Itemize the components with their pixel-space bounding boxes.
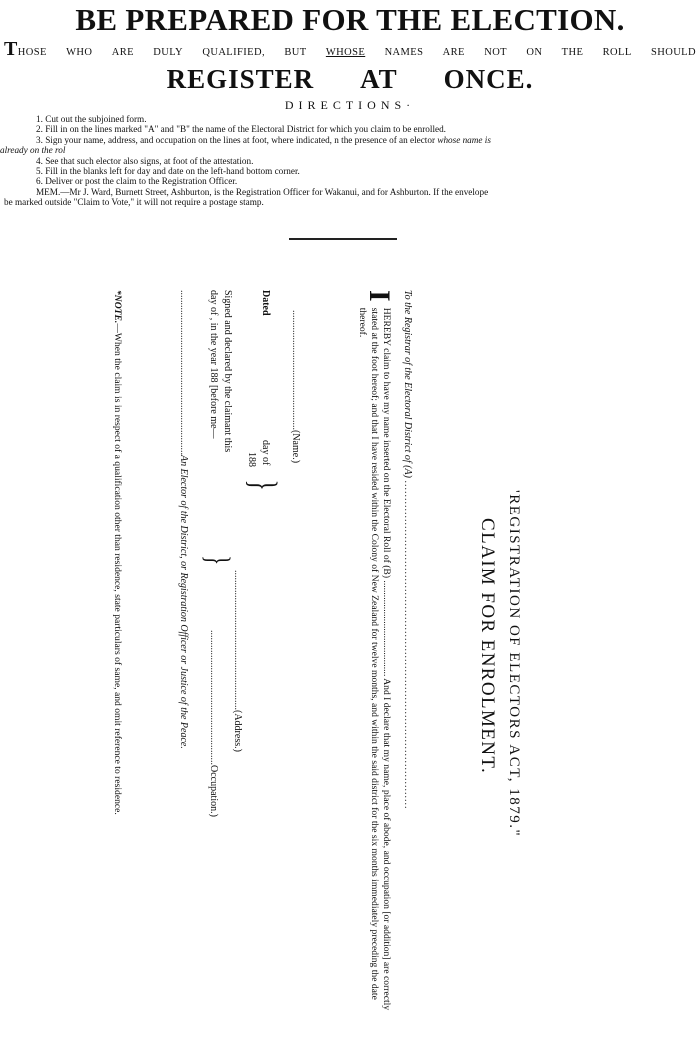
address-line: ........................................................(Address.)	[232, 570, 243, 752]
subheading-word: THE	[561, 47, 584, 58]
register-word: ONCE.	[443, 64, 534, 94]
subheading-word: ARE	[111, 47, 134, 58]
subheading-qualified-electors	[4, 38, 696, 60]
subheading-word: ROLL	[602, 47, 632, 58]
claim-form-rotated	[100, 290, 520, 1030]
register-at-once-heading	[0, 64, 700, 95]
claim-form	[100, 290, 520, 1030]
direction-item-continued: already on the rol	[0, 145, 66, 156]
day-year-line: day of , in the year 188 [before me—	[208, 290, 219, 439]
register-word: AT	[360, 64, 398, 94]
divider-rule	[289, 238, 397, 240]
name-line: ................................................(Name.)	[290, 310, 301, 464]
form-note: *NOTE.—When the claim is in respect of a qualification other than residence, state particulars of same, and omit reference to residence.	[112, 290, 123, 815]
elector-attestation: ..................................................................An Elector of the District, or Registration Officer or Justice of the Peace.	[178, 290, 189, 749]
subheading-word: WHOSE	[325, 47, 366, 58]
subheading-word: DULY	[153, 47, 184, 58]
drop-cap: T	[4, 38, 18, 60]
brace-mark: }	[199, 555, 236, 566]
year-label: 188	[246, 452, 257, 467]
dated-label: Dated	[260, 290, 271, 316]
subheading-word: SHOULD	[650, 47, 696, 58]
form-claim-title: CLAIM FOR ENROLMENT.	[477, 518, 498, 775]
directions-title: DIRECTIONS·	[284, 98, 416, 112]
drop-cap-i: I	[363, 290, 396, 302]
headline: BE PREPARED FOR THE ELECTION.	[75, 2, 625, 37]
memorandum: MEM.—Mr J. Ward, Burnett Street, Ashburton, is the Registration Officer for Wakanui, and for Ashburton. If the envelope	[36, 186, 489, 197]
subheading-word: QUALIFIED,	[202, 47, 265, 58]
direction-item: 1. Cut out the subjoined form.	[36, 114, 147, 124]
form-claim-body: I HEREBY claim to have my name inserted on the Electoral Roll of (B) ........................................ And I declare that my name, place of abode, and occupation [or addition] are correctly stated at the foot hereof; and that I have resided within the Colony of New Zealand for twelve months, and within the said district for the six months immediately preceding the date thereof.	[357, 290, 396, 1011]
occupation-line: ......................................................Occupation.)	[208, 630, 219, 817]
subheading-word: ARE	[442, 47, 465, 58]
direction-item: 6. Deliver or post the claim to the Registration Officer.	[36, 176, 238, 187]
direction-item: 4. See that such elector also signs, at foot of the attestation.	[36, 155, 254, 166]
subheading-word: WHO	[66, 47, 93, 58]
form-act-title: 'REGISTRATION OF ELECTORS ACT, 1879."	[506, 490, 522, 838]
direction-item: 3. Sign your name, address, and occupation on the lines at foot, where indicated, n the presence of an elector whose name is	[36, 134, 491, 145]
subheading-word: ON	[526, 47, 543, 58]
subheading-word: NAMES	[384, 47, 424, 58]
subheading-word: THOSE	[4, 38, 47, 60]
form-to-registrar: To the Registrar of the Electoral District of (A) ..............................................................................................	[402, 290, 413, 810]
directions-list	[0, 114, 700, 208]
direction-item: 5. Fill in the blanks left for day and date on the left-hand bottom corner.	[36, 166, 300, 177]
day-of-label: day of	[260, 440, 271, 466]
register-word: REGISTER	[166, 64, 315, 94]
direction-item: 2. Fill in on the lines marked "A" and "B" the name of the Electoral District for which you claim to be enrolled.	[36, 124, 446, 135]
subheading-word: BUT	[284, 47, 307, 58]
signed-declared-line: Signed and declared by the claimant this	[222, 290, 233, 453]
brace-mark: }	[242, 479, 284, 491]
memorandum-continued: be marked outside "Claim to Vote," it will not require a postage stamp.	[4, 197, 264, 208]
subheading-word: NOT	[484, 47, 507, 58]
